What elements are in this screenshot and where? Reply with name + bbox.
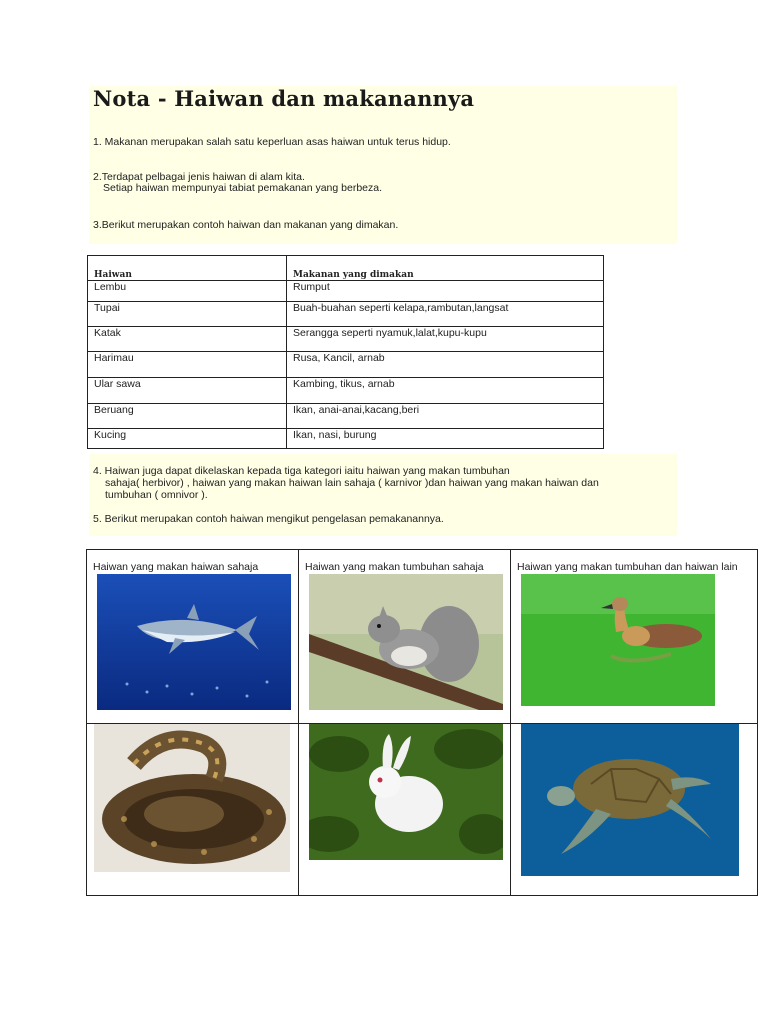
animal-cell: Tupai	[88, 302, 287, 327]
turtle-image	[521, 724, 739, 876]
note-point-1: 1. Makanan merupakan salah satu keperluan asas haiwan untuk terus hidup.	[93, 136, 451, 148]
food-cell: Serangga seperti nyamuk,lalat,kupu-kupu	[287, 327, 604, 352]
duck-image	[521, 574, 715, 706]
food-cell: Kambing, tikus, arnab	[287, 378, 604, 404]
animal-cell: Katak	[88, 327, 287, 352]
grid-header-omnivore: Haiwan yang makan tumbuhan dan haiwan lain	[517, 561, 738, 573]
rabbit-image	[309, 724, 503, 860]
note-point-5: 5. Berikut merupakan contoh haiwan mengikut pengelasan pemakanannya.	[93, 513, 444, 525]
category-grid	[86, 549, 758, 896]
food-cell: Rumput	[287, 281, 604, 302]
table-row	[88, 378, 604, 404]
squirrel-image	[309, 574, 503, 710]
table-row	[88, 404, 604, 429]
page-title: Nota - Haiwan dan makanannya	[93, 86, 475, 111]
food-table	[87, 255, 604, 449]
snake-image	[94, 724, 290, 872]
food-cell: Ikan, nasi, burung	[287, 429, 604, 449]
table-row	[88, 302, 604, 327]
food-table-header: Haiwan	[88, 256, 287, 281]
animal-cell: Lembu	[88, 281, 287, 302]
note-point-4-line-1: 4. Haiwan juga dapat dikelaskan kepada tiga kategori iaitu haiwan yang makan tumbuhan	[93, 465, 510, 477]
table-row	[88, 352, 604, 378]
note-point-4-line-3: tumbuhan ( omnivor ).	[105, 489, 208, 501]
table-row	[88, 327, 604, 352]
table-row	[88, 429, 604, 449]
food-cell: Buah-buahan seperti kelapa,rambutan,langsat	[287, 302, 604, 327]
note-point-4-line-2: sahaja( herbivor) , haiwan yang makan haiwan lain sahaja ( karnivor )dan haiwan yang makan haiwan dan	[105, 477, 599, 489]
note-point-3: 3.Berikut merupakan contoh haiwan dan makanan yang dimakan.	[93, 219, 399, 231]
note-point-2-line-2: Setiap haiwan mempunyai tabiat pemakanan yang berbeza.	[103, 182, 383, 194]
animal-cell: Kucing	[88, 429, 287, 449]
animal-cell: Beruang	[88, 404, 287, 429]
food-cell: Ikan, anai-anai,kacang,beri	[287, 404, 604, 429]
note-point-2-line-1: 2.Terdapat pelbagai jenis haiwan di alam kita.	[93, 171, 305, 183]
grid-header-herbivore: Haiwan yang makan tumbuhan sahaja	[305, 561, 484, 573]
animal-cell: Ular sawa	[88, 378, 287, 404]
shark-image	[97, 574, 291, 710]
grid-header-carnivore: Haiwan yang makan haiwan sahaja	[93, 561, 259, 573]
table-row	[88, 281, 604, 302]
food-table-header: Makanan yang dimakan	[287, 256, 604, 281]
animal-cell: Harimau	[88, 352, 287, 378]
food-cell: Rusa, Kancil, arnab	[287, 352, 604, 378]
